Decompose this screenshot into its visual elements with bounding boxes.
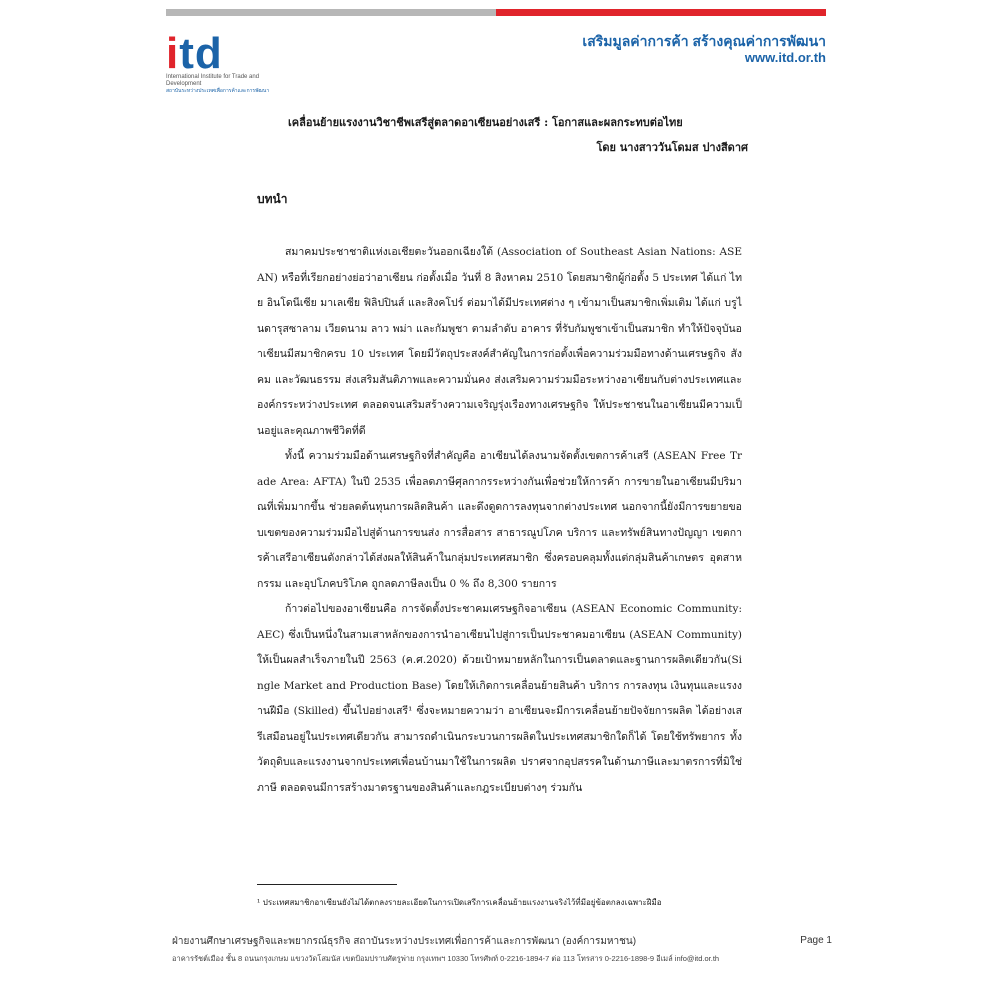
footnote: ¹ ประเทศสมาชิกอาเซียนยังไม่ได้ตกลงรายละเอียดในการเปิดเสรีการเคลื่อนย้ายแรงงานจริงไว้ที่มีอยู่ข้อตกลงเฉพาะฝีมือ	[257, 898, 662, 907]
footer-address: อาคารรัชต์เมือง ชั้น 8 ถนนกรุงเกษม แขวงวัดโสมนัส เขตป้อมปราบศัตรูพ่าย กรุงเทพฯ 10330 โทรศัพท์ 0-2216-1894-7 ต่อ 113 โทรสาร 0-2216-1898-9 อีเมล์ info@itd.or.th	[172, 954, 720, 963]
logo-wordmark: itd	[166, 29, 223, 78]
header-bar-grey	[166, 9, 496, 16]
paragraph: ก้าวต่อไปของอาเซียนคือ การจัดตั้งประชาคมเศรษฐกิจอาเซียน (ASEAN Economic Community: AEC) ซึ่งเป็นหนึ่งในสามเสาหลักของการนำอาเซียนไปสู่การเป็นประชาคมอาเซียน (ASEAN Community) ให้เป็นผลสำเร็จภายในปี 2563 (ค.ศ.2020) ด้วยเป้าหมายหลักในการเป็นตลาดและฐานการผลิตเดียวกัน(Single Market and Production Base) โดยให้เกิดการเคลื่อนย้ายสินค้า บริการ การลงทุน เงินทุนและแรงงานฝีมือ (Skilled) ขึ้นไปอย่างเสรี¹ ซึ่งจะหมายความว่า อาเซียนจะมีการเคลื่อนย้ายปัจจัยการผลิต ได้อย่างเสรีเสมือนอยู่ในประเทศเดียวกัน สามารถดำเนินกระบวนการผลิตในประเทศสมาชิกใดก็ได้ โดยใช้ทรัพยากร ทั้งวัตถุดิบและแรงงานจากประเทศเพื่อนบ้านมาใช้ในการผลิต ปราศจากอุปสรรคในด้านภาษีและมาตรการที่มิใช่ภาษี ตลอดจนมีการสร้างมาตรฐานของสินค้าและกฎระเบียบต่างๆ ร่วมกัน	[257, 603, 742, 794]
page-footer	[172, 935, 832, 965]
itd-logo	[166, 29, 296, 106]
section-heading: บทนำ	[257, 192, 288, 206]
header-color-bar	[166, 9, 826, 16]
paragraph: ทั้งนี้ ความร่วมมือด้านเศรษฐกิจที่สำคัญคือ อาเซียนได้ลงนามจัดตั้งเขตการค้าเสรี (ASEAN Free Trade Area: AFTA) ในปี 2535 เพื่อลดภาษีศุลกากรระหว่างกันเพื่อช่วยให้การค้า การขายในอาเซียนมีปริมาณที่เพิ่มมากขึ้น ช่วยลดต้นทุนการผลิตสินค้า และดึงดูดการลงทุนจากต่างประเทศ นอกจากนี้ยังมีการขยายขอบเขตของความร่วมมือไปสู่ด้านการขนส่ง การสื่อสาร สาธารณูปโภค บริการ และทรัพย์สินทางปัญญา เขตการค้าเสรีอาเซียนดังกล่าวได้ส่งผลให้สินค้าในกลุ่มประเทศสมาชิก ซึ่งครอบคลุมทั้งแต่กลุ่มสินค้าเกษตร อุตสาหกรรม และอุปโภคบริโภค ถูกลดภาษีลงเป็น 0 % ถึง 8,300 รายการ	[257, 450, 742, 590]
logo-subtitle-en: International Institute for Trade and Development	[166, 74, 260, 87]
document-body	[257, 240, 742, 801]
footer-department: ฝ่ายงานศึกษาเศรษฐกิจและพยากรณ์ธุรกิจ สถาบันระหว่างประเทศเพื่อการค้าและการพัฒนา (องค์การมหาชน)	[172, 936, 637, 947]
header-bar-red	[496, 9, 826, 16]
page-number: Page 1	[800, 935, 832, 946]
slogan-text: เสริมมูลค่าการค้า สร้างคุณค่าการพัฒนา	[582, 33, 826, 49]
document-title: เคลื่อนย้ายแรงงานวิชาชีพเสรีสู่ตลาดอาเซียนอย่างเสรี : โอกาสและผลกระทบต่อไทย	[288, 116, 683, 129]
website-link[interactable]: www.itd.or.th	[744, 50, 826, 65]
header-slogan	[582, 33, 826, 66]
document-author: โดย นางสาววันโดมส ปางสีดาศ	[596, 141, 748, 154]
paragraph: สมาคมประชาชาติแห่งเอเชียตะวันออกเฉียงใต้ (Association of Southeast Asian Nations: ASEAN) หรือที่เรียกอย่างย่อว่าอาเซียน ก่อตั้งเมื่อ วันที่ 8 สิงหาคม 2510 โดยสมาชิกผู้ก่อตั้ง 5 ประเทศ ได้แก่ ไทย อินโดนีเซีย มาเลเซีย ฟิลิปปินส์ และสิงคโปร์ ต่อมาได้มีประเทศต่าง ๆ เข้ามาเป็นสมาชิกเพิ่มเติม ได้แก่ บรูไนดารุสซาลาม เวียดนาม ลาว พม่า และกัมพูชา ตามลำดับ อาคาร ที่รับกัมพูชาเข้าเป็นสมาชิก ทำให้ปัจจุบันอาเซียนมีสมาชิกครบ 10 ประเทศ โดยมีวัตถุประสงค์สำคัญในการก่อตั้งเพื่อความร่วมมือทางด้านเศรษฐกิจ สังคม และวัฒนธรรม ส่งเสริมสันติภาพและความมั่นคง ส่งเสริมความร่วมมือระหว่างอาเซียนกับต่างประเทศและองค์กรระหว่างประเทศ ตลอดจนเสริมสร้างความเจริญรุ่งเรืองทางเศรษฐกิจ ให้ประชาชนในอาเซียนมีความเป็นอยู่และคุณภาพชีวิตที่ดี	[257, 246, 742, 437]
footnote-divider	[257, 884, 397, 885]
logo-subtitle-th: สถาบันระหว่างประเทศเพื่อการค้าและการพัฒนา	[166, 88, 270, 94]
